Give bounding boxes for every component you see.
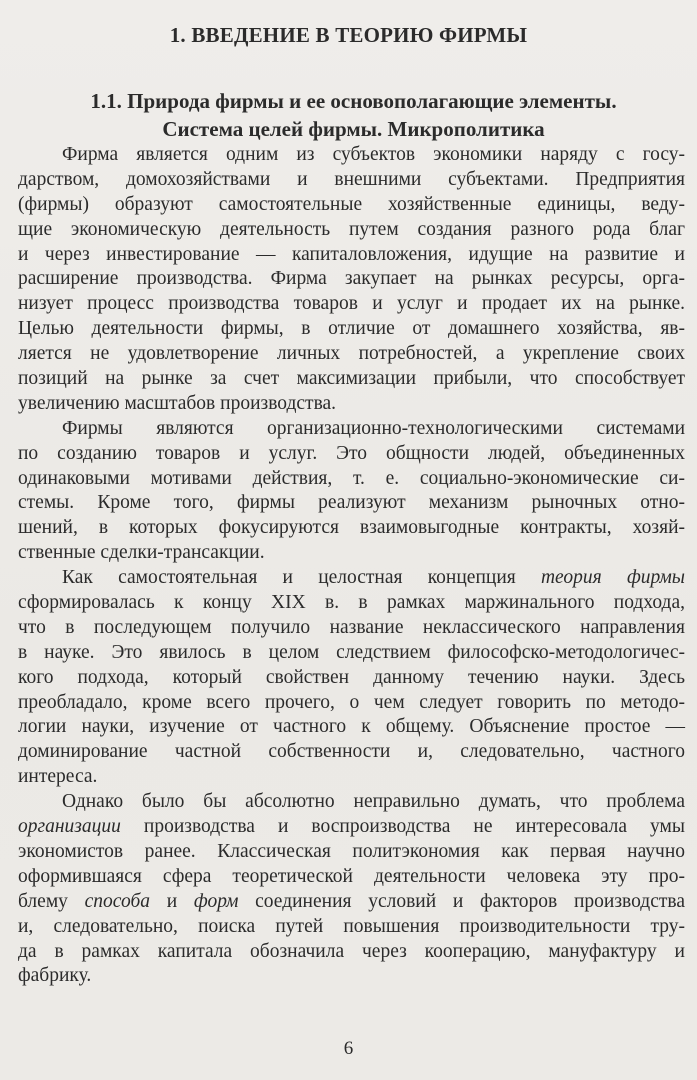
text-line: ственные сделки-трансакции. [18, 542, 265, 564]
text-run: Как самостоятельная и целостная концепция [62, 567, 541, 589]
text-line: (фирмы) образуют самостоятельные хозяйственные единицы, веду- [18, 193, 685, 215]
section-title-line-1: 1.1. Природа фирмы и ее основополагающие элементы. [90, 89, 617, 113]
body-text [18, 143, 685, 989]
text-line: Целью деятельности фирмы, в отличие от домашнего хозяйства, яв- [18, 318, 685, 340]
text-line: логии науки, изучение от частного к общему. Объяснение простое — [18, 716, 685, 738]
paragraph-3 [18, 566, 685, 790]
text-line: и через инвестирование — капиталовложения, идущие на развитие и [18, 243, 685, 265]
text-line: что в последующем получило название неклассического направления [18, 616, 685, 638]
text-line: расширение производства. Фирма закупает на рынках ресурсы, орга- [18, 268, 685, 290]
section-title [40, 87, 667, 143]
text-line: кого подхода, который свойствен данному течению науки. Здесь [18, 666, 685, 688]
text-line: Фирмы являются организационно-технологическими системами [62, 417, 685, 439]
paragraph-1 [18, 143, 685, 417]
text-line: стемы. Кроме того, фирмы реализуют механизм рыночных отно- [18, 492, 685, 514]
text-line: ляется не удовлетворение личных потребностей, а укрепление своих [18, 343, 685, 365]
italic-term: теория фирмы [540, 567, 685, 589]
text-line: интереса. [18, 766, 98, 788]
text-line: щие экономическую деятельность путем создания разного рода благ [18, 218, 685, 240]
text-run: и [150, 890, 194, 912]
italic-term: способа [84, 890, 150, 912]
text-run: блему [18, 890, 85, 912]
chapter-title: 1. ВВЕДЕНИЕ В ТЕОРИЮ ФИРМЫ [169, 23, 528, 47]
text-line: Однако было бы абсолютно неправильно думать, что проблема [62, 791, 685, 813]
section-title-line-2: Система целей фирмы. Микрополитика [162, 117, 545, 141]
text-line: оформившаяся сфера теоретической деятельности человека эту про- [18, 865, 685, 887]
text-line: и, следовательно, поиска путей повышения производительности тру- [18, 915, 685, 937]
paragraph-2 [18, 417, 685, 566]
text-run: производства и воспроизводства не интересовала умы [120, 816, 685, 838]
text-line: в науке. Это явилось в целом следствием философско-методологичес- [18, 641, 685, 663]
text-line: да в рамках капитала обозначила через кооперацию, мануфактуру и [18, 940, 685, 962]
text-line: одинаковыми мотивами действия, т. е. социально-экономические си- [18, 467, 685, 489]
text-line [18, 566, 685, 591]
text-line: Фирма является одним из субъектов экономики наряду с госу- [62, 144, 685, 165]
text-line: сформировалась к концу XIX в. в рамках маржинального подхода, [18, 592, 685, 614]
text-line: фабрику. [18, 965, 92, 987]
text-line: преобладало, кроме всего прочего, о чем следует говорить по методо- [18, 691, 685, 713]
text-line: низует процесс производства товаров и услуг и продает их на рынке. [18, 293, 685, 315]
text-run: соединения условий и факторов производства [238, 890, 685, 912]
italic-term: форм [193, 890, 239, 912]
paragraph-4 [18, 790, 685, 989]
page-number: 6 [343, 1038, 354, 1059]
text-line [18, 815, 685, 840]
text-line: экономистов ранее. Классическая политэкономия как первая научно [18, 840, 685, 862]
text-line: доминирование частной собственности и, следовательно, частного [18, 741, 685, 763]
text-line: шений, в которых фокусируются взаимовыгодные контракты, хозяй- [18, 517, 685, 539]
text-line [18, 890, 685, 915]
italic-term: организации [18, 816, 121, 838]
text-line: дарством, домохозяйствами и внешними субъектами. Предприятия [18, 168, 685, 190]
text-line: позиций на рынке за счет максимизации прибыли, что способствует [18, 368, 685, 390]
text-line: увеличению масштабов производства. [18, 392, 337, 414]
text-line: по созданию товаров и услуг. Это общности людей, объединенных [18, 442, 685, 464]
